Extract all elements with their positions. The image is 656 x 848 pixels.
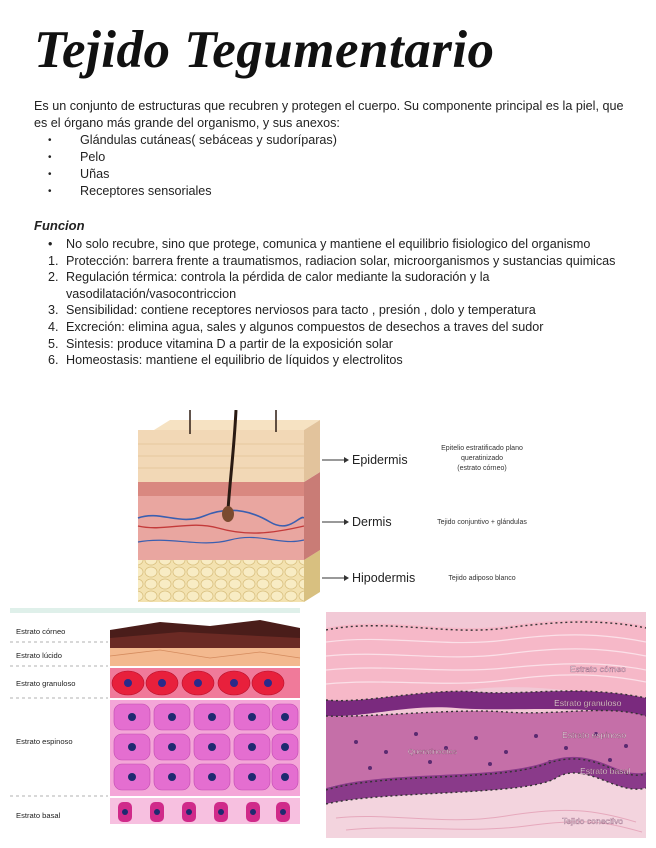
layer-desc: (estrato córneo) bbox=[457, 465, 507, 472]
funcion-list bbox=[34, 236, 634, 369]
item-number: 4. bbox=[48, 319, 59, 334]
item-number: 2. bbox=[48, 270, 59, 285]
item-text: Excreción: elimina agua, sales y algunos compuestos de desechos a traves del sudor bbox=[66, 319, 544, 334]
list-item bbox=[34, 236, 634, 253]
layer-desc: Epitelio estratificado plano bbox=[441, 445, 523, 452]
funcion-bullet-text: No solo recubre, sino que protege, comunica y mantiene el equilibrio fisiologico del organismo bbox=[66, 237, 591, 251]
intro-text: Es un conjunto de estructuras que recubren y protegen el cuerpo. Su componente principal es la piel, que es el órgano más grande del organismo, y sus anexos: bbox=[34, 99, 624, 130]
layer-desc: queratinizado bbox=[460, 455, 504, 462]
layer-label-hipodermis bbox=[322, 571, 516, 585]
stratum-label: Estrato espinoso bbox=[16, 737, 73, 746]
item-text: Protección: barrera frente a traumatismos, radiacion solar, microorganismos y sustancias quimicas bbox=[66, 253, 616, 268]
histology-label: Estrato basal bbox=[580, 766, 631, 776]
item-text: Sintesis: produce vitamina D a partir de la exposición solar bbox=[66, 336, 393, 351]
stratum-label: Estrato lúcido bbox=[16, 651, 63, 660]
skin-layers-diagram bbox=[130, 410, 550, 606]
histology-label: Estrato córneo bbox=[570, 664, 626, 674]
page-title: Tejido Tegumentario bbox=[34, 21, 495, 79]
epidermis-block bbox=[138, 420, 320, 482]
item-number: 5. bbox=[48, 336, 59, 351]
item-text: Regulación térmica: controla la pérdida de calor mediante la sudoración y la vasodilatación/vasocontriccion bbox=[66, 270, 490, 301]
item-text: Homeostasis: mantiene el equilibrio de líquidos y electrolitos bbox=[66, 353, 403, 368]
item-text: Sensibilidad: contiene receptores nerviosos para tacto , presión , dolo y temperatura bbox=[66, 303, 536, 318]
layer-name: Dermis bbox=[352, 515, 392, 529]
histology-label: Queratinocitos bbox=[408, 747, 457, 756]
layer-name: Epidermis bbox=[352, 453, 408, 467]
stratum-label: Estrato basal bbox=[16, 811, 61, 820]
list-item: • Receptores sensoriales bbox=[80, 183, 634, 200]
histology-label: Estrato granuloso bbox=[554, 698, 622, 708]
stratum-label: Estrato córneo bbox=[16, 627, 66, 636]
bullet-marker: • bbox=[48, 237, 53, 251]
list-item bbox=[34, 302, 634, 319]
layer-label-dermis bbox=[322, 515, 527, 529]
histology-label: Estrato espinoso bbox=[562, 730, 627, 740]
annex-list bbox=[34, 132, 634, 200]
item-number: 6. bbox=[48, 353, 59, 368]
list-item bbox=[34, 336, 634, 353]
item-number: 1. bbox=[48, 253, 59, 268]
list-item bbox=[34, 253, 634, 270]
list-item: • Pelo bbox=[80, 149, 634, 166]
item-number: 3. bbox=[48, 303, 59, 318]
layer-name: Hipodermis bbox=[352, 571, 416, 585]
intro-section bbox=[34, 98, 634, 200]
list-item bbox=[34, 319, 634, 336]
histology-micrograph bbox=[326, 612, 646, 838]
list-item bbox=[34, 269, 634, 302]
layer-desc: Tejido adiposo blanco bbox=[448, 575, 516, 582]
stratum-label: Estrato granuloso bbox=[16, 679, 76, 688]
histology-label: Tejido conectivo bbox=[562, 816, 624, 826]
layer-desc: Tejido conjuntivo + glándulas bbox=[437, 519, 527, 526]
list-item bbox=[34, 352, 634, 369]
strata-diagram bbox=[10, 608, 310, 834]
list-item: • Uñas bbox=[80, 166, 634, 183]
funcion-heading: Funcion bbox=[34, 218, 85, 233]
layer-label-epidermis bbox=[322, 445, 523, 472]
list-item: • Glándulas cutáneas( sebáceas y sudoríparas) bbox=[80, 132, 634, 149]
